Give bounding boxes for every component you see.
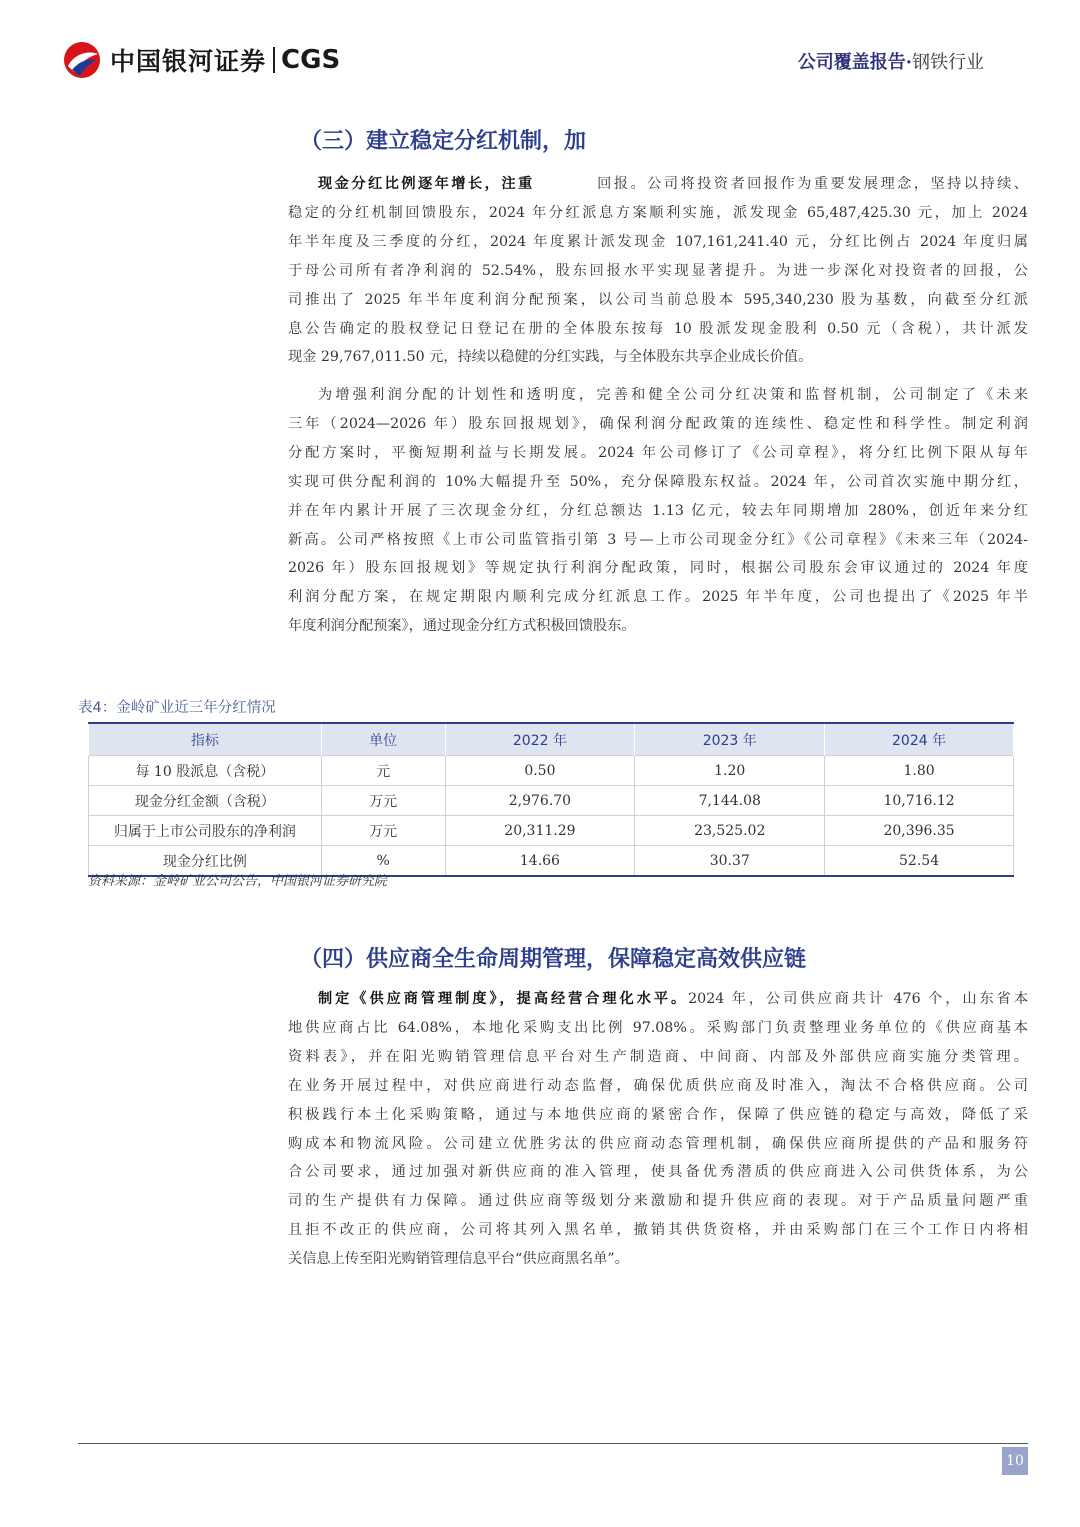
paragraph-line: 现金 29,767,011.50 元，持续以稳健的分红实践，与全体股东共享企业成长价值。 xyxy=(288,349,813,366)
dividend-table xyxy=(88,722,1014,877)
logo-separator xyxy=(273,47,275,73)
paragraph-line: 于母公司所有者净利润的 52.54%，股东回报水平实现显著提升。为进一步深化对投资者的回报，公 xyxy=(288,262,1028,279)
table-cell: 10,716.12 xyxy=(825,786,1014,816)
table-cell: 20,311.29 xyxy=(445,816,635,846)
report-type: 公司覆盖报告· xyxy=(797,52,912,73)
paragraph-line: 新高。公司严格按照《上市公司监管指引第 3 号—上市公司现金分红》《公司章程》《未来三年（2024- xyxy=(288,531,1028,548)
table-cell: 23,525.02 xyxy=(635,816,825,846)
paragraph-line: 购成本和物流风险。公司建立优胜劣汰的供应商动态管理机制，确保供应商所提供的产品和服务符 xyxy=(288,1135,1028,1152)
company-logo xyxy=(62,40,340,80)
paragraph-line: 在业务开展过程中，对供应商进行动态监督，确保优质供应商及时准入，淘汰不合格供应商。公司 xyxy=(288,1077,1028,1094)
paragraph-line: 合公司要求，通过加强对新供应商的准入管理，使具备优秀潜质的供应商进入公司供货体系，为公 xyxy=(288,1164,1028,1181)
table-cell: % xyxy=(321,846,445,877)
table-cell: 0.50 xyxy=(445,756,635,786)
table-cell: 万元 xyxy=(321,786,445,816)
industry-label: 钢铁行业 xyxy=(912,52,984,73)
paragraph-line: 司的生产提供有力保障。通过供应商等级划分来激励和提升供应商的表现。对于产品质量问题严重 xyxy=(288,1193,1028,1210)
table-row xyxy=(89,786,1014,816)
table-cell: 万元 xyxy=(321,816,445,846)
table-cell: 每 10 股派息（含税） xyxy=(89,756,322,786)
table-cell: 1.80 xyxy=(825,756,1014,786)
paragraph-line: 息公告确定的股权登记日登记在册的全体股东按每 10 股派发现金股利 0.50 元（含税），共计派发 xyxy=(288,320,1028,337)
table-cell: 2,976.70 xyxy=(445,786,635,816)
footer-divider xyxy=(78,1443,1028,1444)
paragraph-line: 现金分红比例逐年增长，注重 回报。公司将投资者回报作为重要发展理念，坚持以持续、 xyxy=(318,176,1028,192)
paragraph-line: 2026 年）股东回报规划》等规定执行利润分配政策，同时，根据公司股东会审议通过的 2024 年度 xyxy=(288,560,1028,577)
paragraph-line: 积极践行本土化采购策略，通过与本地供应商的紧密合作，保障了供应链的稳定与高效，降低了采 xyxy=(288,1106,1028,1123)
table-row xyxy=(89,816,1014,846)
cgs-logo-icon xyxy=(62,40,102,80)
paragraph-line: 年半年度及三季度的分红，2024 年度累计派发现金 107,161,241.40 元，分红比例占 2024 年度归属 xyxy=(288,233,1028,250)
paragraph-lead: 现金分红比例逐年增长，注重 xyxy=(318,176,535,192)
table-cell: 7,144.08 xyxy=(635,786,825,816)
section-3-paragraph-1 xyxy=(288,170,1028,372)
paragraph-line: 为增强利润分配的计划性和透明度，完善和健全公司分红决策和监督机制，公司制定了《未来 xyxy=(318,387,1028,403)
table-header-cell: 指标 xyxy=(89,723,322,756)
paragraph-line: 年度利润分配预案》，通过现金分红方式积极回馈股东。 xyxy=(288,618,636,635)
table-cell: 归属于上市公司股东的净利润 xyxy=(89,816,322,846)
table-cell: 1.20 xyxy=(635,756,825,786)
table-cell: 52.54 xyxy=(825,846,1014,877)
table-cell: 30.37 xyxy=(635,846,825,877)
table-cell: 元 xyxy=(321,756,445,786)
paragraph-line: 地供应商占比 64.08%，本地化采购支出比例 97.08%。采购部门负责整理业务单位的《供应商基本 xyxy=(288,1019,1028,1036)
paragraph-line: 并在年内累计开展了三次现金分红，分红总额达 1.13 亿元，较去年同期增加 280%，创近年来分红 xyxy=(288,502,1028,519)
paragraph-line: 稳定的分红机制回馈股东，2024 年分红派息方案顺利实施，派发现金 65,487,425.30 元，加上 2024 xyxy=(288,204,1028,221)
logo-english-text: CGS xyxy=(281,45,341,75)
section-4-paragraph-1 xyxy=(288,985,1028,1274)
paragraph-line: 三年（2024—2026 年）股东回报规划》，确保利润分配政策的连续性、稳定性和科学性。制定利润 xyxy=(288,415,1028,432)
table-header-cell: 2022 年 xyxy=(445,723,635,756)
paragraph-line: 资料表》，并在阳光购销管理信息平台对生产制造商、中间商、内部及外部供应商实施分类管理。 xyxy=(288,1048,1028,1065)
table-row xyxy=(89,756,1014,786)
table-source: 资料来源：金岭矿业公司公告，中国银河证券研究院 xyxy=(88,874,388,889)
paragraph-lead: 制定《供应商管理制度》，提高经营合理化水平。 xyxy=(318,991,689,1007)
section-4-title: （四）供应商全生命周期管理，保障稳定高效供应链 xyxy=(300,947,807,972)
report-header xyxy=(798,48,984,74)
paragraph-line: 制定《供应商管理制度》，提高经营合理化水平。2024 年，公司供应商共计 476 个，山东省本 xyxy=(318,991,1029,1007)
table-header-cell: 单位 xyxy=(321,723,445,756)
paragraph-line: 实现可供分配利润的 10%大幅提升至 50%，充分保障股东权益。2024 年，公司首次实施中期分红， xyxy=(288,473,1028,490)
table-header-row xyxy=(89,723,1014,756)
table-header-cell: 2024 年 xyxy=(825,723,1014,756)
table-cell: 20,396.35 xyxy=(825,816,1014,846)
page-number: 10 xyxy=(1002,1447,1028,1475)
table-cell: 现金分红比例 xyxy=(89,846,322,877)
paragraph-line: 分配方案时，平衡短期利益与长期发展。2024 年公司修订了《公司章程》，将分红比例下限从每年 xyxy=(288,444,1028,461)
paragraph-line: 司推出了 2025 年半年度利润分配预案，以公司当前总股本 595,340,230 股为基数，向截至分红派 xyxy=(288,291,1028,308)
table-header-cell: 2023 年 xyxy=(635,723,825,756)
paragraph-line: 且拒不改正的供应商，公司将其列入黑名单，撤销其供货资格，并由采购部门在三个工作日内将相 xyxy=(288,1222,1028,1239)
paragraph-line: 利润分配方案，在规定期限内顺利完成分红派息工作。2025 年半年度，公司也提出了《2025 年半 xyxy=(288,589,1028,606)
table-cell: 现金分红金额（含税） xyxy=(89,786,322,816)
section-3-title: （三）建立稳定分红机制，加 xyxy=(300,129,587,154)
paragraph-line: 关信息上传至阳光购销管理信息平台“供应商黑名单”。 xyxy=(288,1251,629,1268)
table-title: 表4：金岭矿业近三年分红情况 xyxy=(78,700,276,716)
table-cell: 14.66 xyxy=(445,846,635,877)
logo-chinese-text: 中国银河证券 xyxy=(110,47,267,76)
section-3-paragraph-2 xyxy=(288,381,1028,641)
